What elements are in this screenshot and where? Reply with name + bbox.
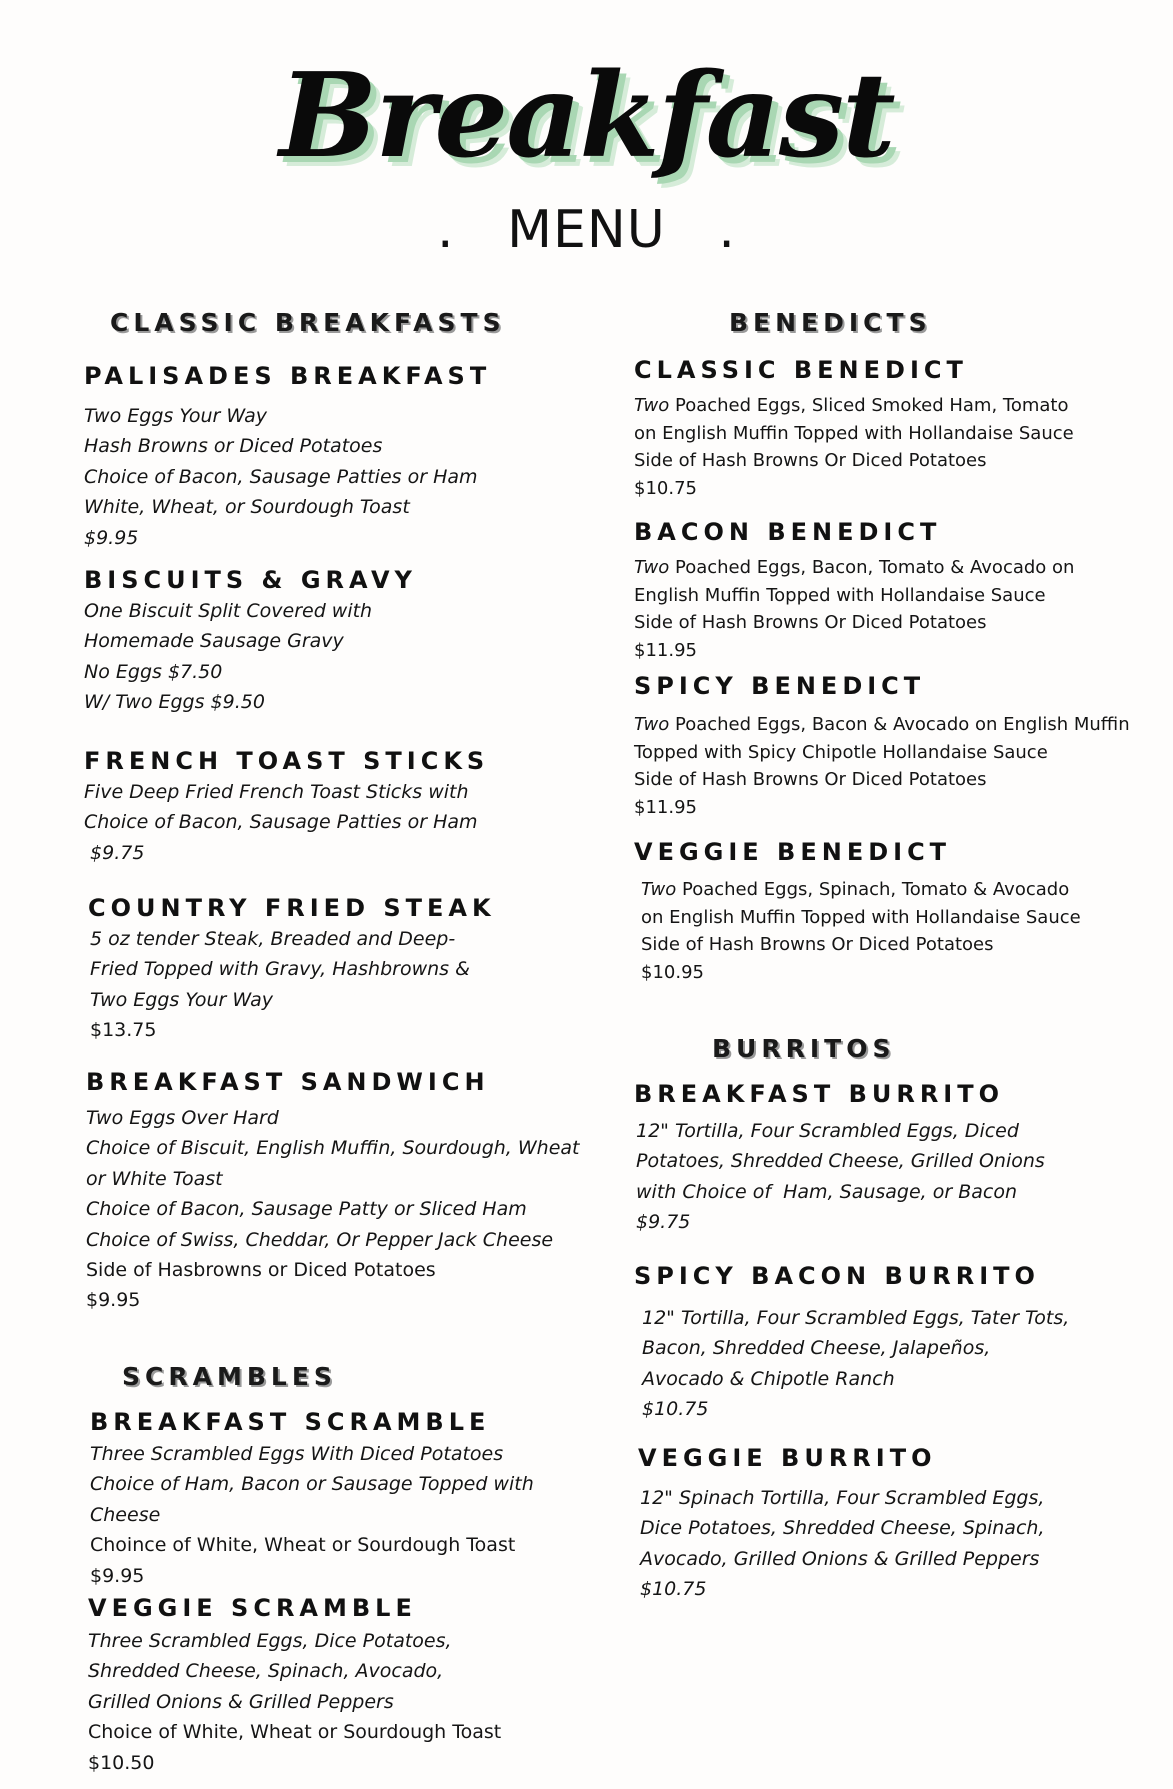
- item-desc-breakfast-scramble: [90, 1439, 534, 1591]
- menu-subtitle: . MENU .: [437, 200, 736, 260]
- desc-lead: Two: [634, 714, 670, 735]
- item-desc-french-toast-sticks: [84, 777, 478, 868]
- item-name-veggie-scramble: VEGGIE SCRAMBLE: [88, 1594, 417, 1622]
- desc-line: Choice of Ham, Bacon or Sausage Topped with: [90, 1473, 534, 1496]
- desc-line: Choice of White, Wheat or Sourdough Toast: [88, 1721, 502, 1744]
- item-name-biscuits-gravy: BISCUITS & GRAVY: [84, 566, 417, 594]
- item-desc-veggie-scramble: [88, 1626, 501, 1778]
- desc-line: Two Eggs Your Way: [90, 988, 273, 1011]
- section-heading-burritos: BURRITOS: [712, 1034, 896, 1063]
- desc-line: Choice of Bacon, Sausage Patty or Sliced Ham: [86, 1198, 527, 1221]
- item-price: $10.75: [634, 477, 697, 499]
- desc-line: Choice of Bacon, Sausage Patties or Ham: [84, 465, 478, 488]
- desc-line: Bacon, Shredded Cheese, Jalapeños,: [642, 1337, 991, 1360]
- desc-line: White, Wheat, or Sourdough Toast: [84, 496, 410, 519]
- item-price: No Eggs $7.50: [84, 660, 223, 683]
- desc-line: Shredded Cheese, Spinach, Avocado,: [88, 1660, 444, 1683]
- item-name-spicy-bacon-burrito: SPICY BACON BURRITO: [634, 1262, 1040, 1290]
- desc-line: [634, 392, 1074, 420]
- desc-line: Avocado, Grilled Onions & Grilled Peppers: [640, 1547, 1040, 1570]
- desc-line: Cheese: [90, 1503, 161, 1526]
- item-name-veggie-burrito: VEGGIE BURRITO: [638, 1444, 937, 1472]
- item-desc-classic-benedict: [634, 392, 1074, 502]
- item-name-bacon-benedict: BACON BENEDICT: [634, 518, 942, 546]
- item-price: $11.95: [634, 639, 697, 661]
- menu-title: Breakfast: [279, 48, 894, 184]
- item-desc-bacon-benedict: [634, 554, 1074, 664]
- item-name-breakfast-sandwich: BREAKFAST SANDWICH: [86, 1068, 490, 1096]
- desc-line: with Choice of Ham, Sausage, or Bacon: [636, 1180, 1018, 1203]
- desc-line: Two Eggs Your Way: [84, 405, 267, 427]
- desc-line: Choince of White, Wheat or Sourdough Toast: [90, 1534, 516, 1557]
- desc-rest: Poached Eggs, Bacon, Tomato & Avocado on: [669, 557, 1075, 578]
- item-price: $10.95: [641, 961, 704, 983]
- desc-line: English Muffin Topped with Hollandaise Sauce: [634, 584, 1046, 606]
- desc-line: Topped with Spicy Chipotle Hollandaise Sauce: [634, 741, 1048, 763]
- desc-line: Choice of Swiss, Cheddar, Or Pepper Jack Cheese: [86, 1228, 554, 1251]
- item-desc-palisades-breakfast: [84, 401, 478, 553]
- desc-line: Three Scrambled Eggs, Dice Potatoes,: [88, 1630, 452, 1652]
- item-price: $10.50: [88, 1751, 155, 1774]
- desc-rest: Poached Eggs, Spinach, Tomato & Avocado: [676, 879, 1070, 900]
- desc-line: Fried Topped with Gravy, Hashbrowns &: [90, 958, 470, 981]
- desc-line: Side of Hash Browns Or Diced Potatoes: [641, 934, 994, 955]
- item-price: $9.95: [86, 1289, 141, 1312]
- item-price: $10.75: [642, 1398, 709, 1421]
- item-desc-spicy-benedict: [634, 711, 1130, 821]
- desc-line: [634, 711, 1130, 739]
- desc-line: Potatoes, Shredded Cheese, Grilled Onions: [636, 1150, 1045, 1173]
- item-name-spicy-benedict: SPICY BENEDICT: [634, 672, 926, 700]
- item-name-french-toast-sticks: FRENCH TOAST STICKS: [84, 747, 490, 775]
- desc-line: [634, 554, 1074, 582]
- item-price: $9.75: [84, 841, 145, 864]
- item-name-country-fried-steak: COUNTRY FRIED STEAK: [88, 894, 496, 922]
- desc-line: One Biscuit Split Covered with: [84, 600, 373, 622]
- desc-line: Side of Hasbrowns or Diced Potatoes: [86, 1259, 436, 1282]
- item-desc-breakfast-sandwich: [86, 1103, 580, 1316]
- desc-line: 12" Tortilla, Four Scrambled Eggs, Tater Tots,: [642, 1307, 1070, 1329]
- desc-line: or White Toast: [86, 1167, 223, 1190]
- desc-line: Dice Potatoes, Shredded Cheese, Spinach,: [640, 1517, 1045, 1540]
- item-desc-veggie-benedict: [641, 876, 1081, 986]
- section-heading-classic-breakfasts: CLASSIC BREAKFASTS: [110, 308, 506, 337]
- desc-line: 5 oz tender Steak, Breaded and Deep-: [90, 928, 456, 950]
- item-name-breakfast-burrito: BREAKFAST BURRITO: [634, 1080, 1005, 1108]
- desc-line: on English Muffin Topped with Hollandaise Sauce: [634, 422, 1074, 444]
- item-desc-spicy-bacon-burrito: [642, 1303, 1069, 1425]
- desc-line: Homemade Sausage Gravy: [84, 630, 344, 653]
- desc-line: Side of Hash Browns Or Diced Potatoes: [634, 612, 987, 633]
- item-desc-biscuits-gravy: [84, 596, 372, 718]
- item-price: $9.95: [84, 526, 139, 549]
- desc-line: Hash Browns or Diced Potatoes: [84, 435, 383, 458]
- desc-rest: Poached Eggs, Bacon & Avocado on English Muffin: [669, 714, 1130, 735]
- item-price: $10.75: [640, 1578, 707, 1601]
- desc-lead: Two: [634, 395, 670, 416]
- item-price: $11.95: [634, 796, 697, 818]
- section-heading-scrambles: SCRAMBLES: [122, 1362, 337, 1391]
- desc-line: Choice of Bacon, Sausage Patties or Ham: [84, 811, 478, 834]
- item-price: W/ Two Eggs $9.50: [84, 691, 265, 714]
- item-desc-country-fried-steak: [90, 924, 470, 1046]
- desc-lead: Two: [641, 879, 677, 900]
- desc-line: [641, 876, 1081, 904]
- desc-line: Choice of Biscuit, English Muffin, Sourdough, Wheat: [86, 1137, 580, 1160]
- desc-line: Three Scrambled Eggs With Diced Potatoes: [90, 1443, 504, 1465]
- item-name-classic-benedict: CLASSIC BENEDICT: [634, 356, 968, 384]
- desc-line: Side of Hash Browns Or Diced Potatoes: [634, 769, 987, 790]
- item-desc-breakfast-burrito: [636, 1116, 1045, 1238]
- item-price: $9.95: [90, 1564, 145, 1587]
- desc-line: Avocado & Chipotle Ranch: [642, 1367, 895, 1390]
- item-price: $9.75: [636, 1211, 691, 1234]
- desc-rest: Poached Eggs, Sliced Smoked Ham, Tomato: [669, 395, 1069, 416]
- desc-line: Five Deep Fried French Toast Sticks with: [84, 781, 469, 803]
- desc-lead: Two: [634, 557, 670, 578]
- section-heading-benedicts: BENEDICTS: [729, 308, 932, 337]
- desc-line: 12" Spinach Tortilla, Four Scrambled Eggs,: [640, 1487, 1045, 1509]
- desc-line: Grilled Onions & Grilled Peppers: [88, 1690, 394, 1713]
- item-name-breakfast-scramble: BREAKFAST SCRAMBLE: [90, 1408, 491, 1436]
- desc-line: Two Eggs Over Hard: [86, 1107, 279, 1129]
- item-name-palisades-breakfast: PALISADES BREAKFAST: [84, 362, 492, 390]
- desc-line: 12" Tortilla, Four Scrambled Eggs, Diced: [636, 1120, 1019, 1142]
- item-name-veggie-benedict: VEGGIE BENEDICT: [634, 838, 952, 866]
- item-price: $13.75: [90, 1019, 157, 1042]
- desc-line: Side of Hash Browns Or Diced Potatoes: [634, 450, 987, 471]
- item-desc-veggie-burrito: [640, 1483, 1044, 1605]
- desc-line: on English Muffin Topped with Hollandaise Sauce: [641, 906, 1081, 928]
